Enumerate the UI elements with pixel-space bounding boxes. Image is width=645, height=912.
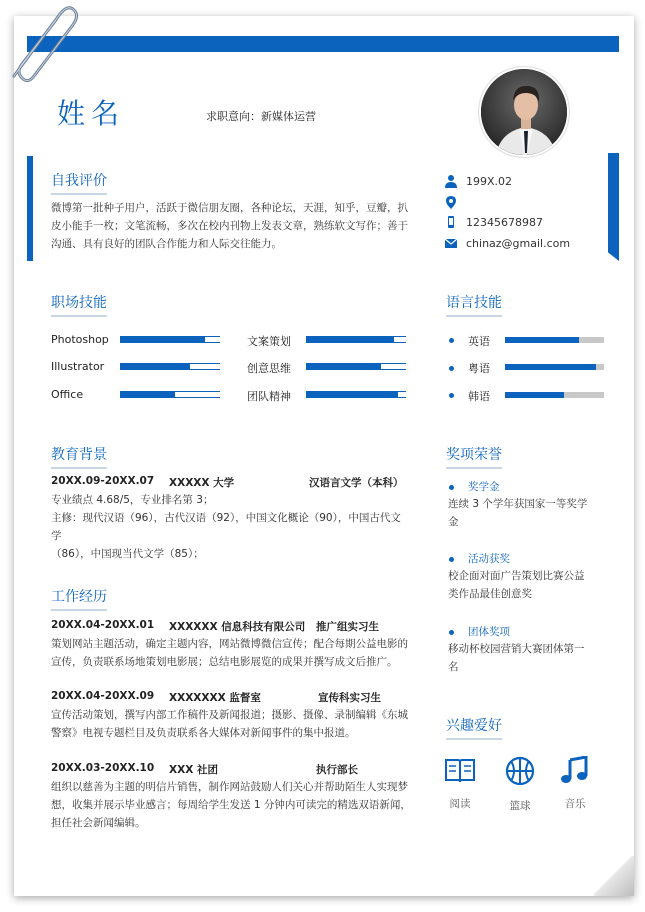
section-title-skills: 职场技能	[51, 292, 107, 312]
job-intent: 求职意向：新媒体运营	[206, 110, 316, 123]
award-line: 移动杯校园营销大赛团体第一	[448, 643, 585, 655]
section-title-education: 教育背景	[51, 444, 107, 464]
language-label: 英语	[468, 335, 490, 348]
work-line: 担任社会新闻编辑。	[51, 817, 146, 829]
candidate-name: 姓名	[57, 97, 126, 130]
award-title: 活动获奖	[468, 553, 510, 565]
location-pin-icon	[444, 195, 458, 209]
work-company: XXXXXXX 监督室	[169, 692, 261, 704]
education-major: 汉语言文学（本科）	[309, 477, 404, 489]
work-company: XXXXXX 信息科技有限公司	[169, 621, 306, 633]
award-line: 金	[448, 516, 459, 528]
bullet-dot	[449, 338, 454, 343]
avatar	[479, 67, 569, 157]
award-title: 奖学金	[468, 481, 500, 493]
skill-bar	[306, 363, 406, 370]
phone-icon	[444, 215, 458, 229]
skill-label: 团队精神	[247, 390, 291, 403]
work-role: 推广组实习生	[316, 621, 379, 633]
skill-label: 创意思维	[247, 362, 291, 375]
contact-email	[444, 236, 570, 250]
music-icon	[560, 756, 590, 784]
skill-label: Office	[51, 388, 84, 401]
education-details	[51, 491, 411, 563]
award-line: 校企面对面广告策划比赛公益	[448, 570, 585, 582]
email-text: chinaz@gmail.com	[466, 236, 571, 250]
work-period: 20XX.04-20XX.01	[51, 619, 155, 631]
section-title-work: 工作经历	[51, 586, 107, 606]
self-eval-line: 微博第一批种子用户，活跃于微信朋友圈，各种论坛，天涯，知乎，豆瓣，扒	[51, 202, 408, 214]
self-eval-line: 沟通、具有良好的团队合作能力和人际交往能力。	[51, 238, 282, 250]
bullet-dot	[449, 557, 454, 562]
hobby-music	[550, 756, 600, 811]
work-line: 策划网站主题活动，确定主题内容，网站微博微信宣传；配合每期公益电影的	[51, 638, 408, 650]
award-description	[448, 495, 608, 531]
work-role: 宣传科实习生	[318, 692, 381, 704]
skill-bar	[306, 336, 406, 343]
skill-label: Photoshop	[51, 333, 109, 346]
page-curl	[594, 856, 634, 896]
language-bar	[505, 392, 604, 398]
education-line: 主修：现代汉语（96），古代汉语（92），中国文化概论（90），中国古代文学	[51, 512, 401, 542]
right-accent-bar	[608, 153, 619, 261]
hobby-basketball	[495, 756, 545, 813]
hobby-label: 音乐	[564, 798, 586, 810]
contact-age	[444, 174, 512, 188]
work-description	[51, 706, 411, 742]
self-eval-text	[51, 199, 411, 253]
bullet-dot	[449, 630, 454, 635]
language-label: 粤语	[468, 362, 490, 375]
portrait-photo	[481, 69, 569, 157]
left-accent-bar	[27, 156, 33, 261]
work-line: 警察》电视专题栏目及负责联系各大媒体对新闻事件的集中报道。	[51, 727, 356, 739]
section-title-hobbies: 兴趣爱好	[446, 715, 502, 735]
top-accent-bar	[27, 36, 619, 52]
bullet-dot	[449, 485, 454, 490]
work-description	[51, 778, 411, 832]
language-label: 韩语	[468, 390, 490, 403]
skill-bar	[120, 363, 220, 370]
skill-bar	[120, 391, 220, 398]
self-eval-line: 皮小能手一枚；文笔流畅，多次在校内刊物上发表文章，熟练软文写作；善于	[51, 220, 408, 232]
award-line: 类作品最佳创意奖	[448, 588, 532, 600]
language-bar	[505, 337, 604, 343]
email-icon	[444, 236, 458, 250]
work-line: 想，收集并展示毕业感言；每周给学生发送 1 分钟内可读完的精选双语新闻，	[51, 799, 411, 811]
award-line: 名	[448, 661, 459, 673]
work-period: 20XX.03-20XX.10	[51, 762, 155, 774]
bullet-dot	[449, 366, 454, 371]
basketball-icon	[505, 756, 535, 786]
award-description	[448, 567, 608, 603]
skill-label: 文案策划	[247, 335, 291, 348]
award-title: 团体奖项	[468, 626, 510, 638]
work-company: XXX 社团	[169, 764, 218, 776]
phone-text: 12345678987	[466, 215, 543, 229]
contact-phone	[444, 215, 543, 229]
skill-bar	[120, 336, 220, 343]
age-text: 199X.02	[466, 174, 513, 188]
skill-bar	[306, 391, 406, 398]
education-line: 专业绩点 4.68/5，专业排名第 3；	[51, 494, 214, 506]
work-role: 执行部长	[316, 764, 358, 776]
person-icon	[444, 174, 458, 188]
work-description	[51, 635, 411, 671]
education-period: 20XX.09-20XX.07	[51, 475, 155, 487]
work-period: 20XX.04-20XX.09	[51, 690, 155, 702]
award-line: 连续 3 个学年获国家一等奖学	[448, 498, 588, 510]
education-school: XXXXX 大学	[169, 477, 235, 489]
bullet-dot	[449, 393, 454, 398]
section-title-languages: 语言技能	[446, 292, 502, 312]
contact-location	[444, 195, 466, 209]
section-title-awards: 奖项荣誉	[446, 444, 502, 464]
hobby-reading	[435, 756, 485, 811]
award-description	[448, 640, 608, 676]
work-line: 宣传活动策划，撰写内部工作稿件及新闻报道；摄影、摄像、录制编辑《东城	[51, 709, 408, 721]
language-bar	[505, 364, 604, 370]
section-title-self-eval: 自我评价	[51, 170, 107, 190]
paperclip-icon	[2, 0, 82, 86]
skill-label: Illustrator	[51, 360, 105, 373]
hobby-label: 阅读	[449, 798, 471, 810]
hobby-label: 篮球	[509, 800, 531, 812]
work-line: 组织以慈善为主题的明信片销售，制作网站鼓励人们关心并帮助陌生人实现梦	[51, 781, 408, 793]
book-icon	[444, 756, 476, 784]
education-line: （86），中国现当代文学（85）；	[51, 548, 204, 560]
work-line: 宣传，负责联系场地策划电影展；总结电影展览的成果并撰写成文后推广。	[51, 656, 398, 668]
